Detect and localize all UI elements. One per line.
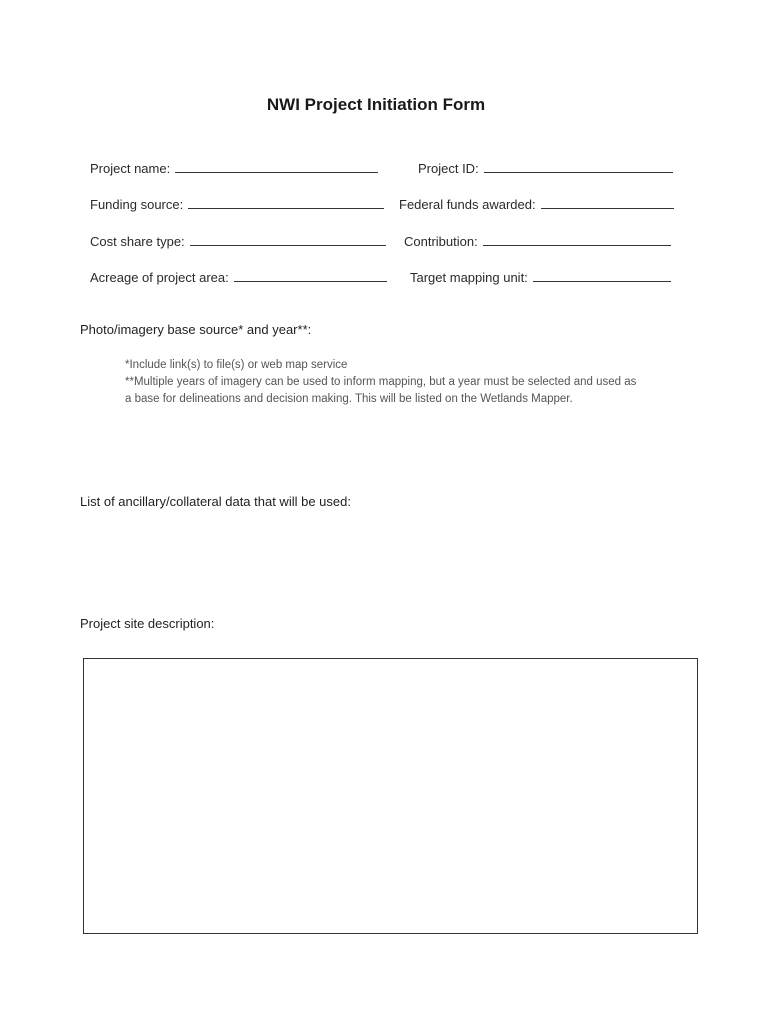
contribution-field xyxy=(404,233,671,249)
imagery-note-link: *Include link(s) to file(s) or web map service xyxy=(125,359,348,371)
imagery-note-years: **Multiple years of imagery can be used to inform mapping, but a year must be selected and used as xyxy=(125,376,637,388)
funding-source-field xyxy=(90,196,384,212)
target-mapping-unit-field xyxy=(410,269,671,285)
project-name-label: Project name: xyxy=(90,161,171,176)
federal-funds-field xyxy=(399,196,674,212)
acreage-label: Acreage of project area: xyxy=(90,270,229,285)
contribution-input[interactable] xyxy=(483,233,671,246)
acreage-field xyxy=(90,269,387,285)
cost-share-type-field xyxy=(90,233,386,249)
imagery-note-base: a base for delineations and decision making. This will be listed on the Wetlands Mapper. xyxy=(125,393,573,405)
form-title: NWI Project Initiation Form xyxy=(266,95,486,114)
cost-share-type-label: Cost share type: xyxy=(90,234,185,249)
project-id-input[interactable] xyxy=(484,160,673,173)
site-description-box[interactable] xyxy=(83,658,698,934)
acreage-input[interactable] xyxy=(234,269,387,282)
federal-funds-label: Federal funds awarded: xyxy=(399,197,536,212)
imagery-heading: Photo/imagery base source* and year**: xyxy=(80,322,312,337)
project-name-input[interactable] xyxy=(175,160,378,173)
cost-share-type-input[interactable] xyxy=(190,233,386,246)
project-id-field xyxy=(418,160,673,176)
project-name-field xyxy=(90,160,378,176)
site-description-heading: Project site description: xyxy=(80,616,215,631)
contribution-label: Contribution: xyxy=(404,234,478,249)
funding-source-input[interactable] xyxy=(188,196,384,209)
funding-source-label: Funding source: xyxy=(90,197,184,212)
project-id-label: Project ID: xyxy=(418,161,479,176)
target-mapping-unit-input[interactable] xyxy=(533,269,671,282)
federal-funds-input[interactable] xyxy=(541,196,674,209)
target-mapping-unit-label: Target mapping unit: xyxy=(410,270,528,285)
ancillary-heading: List of ancillary/collateral data that will be used: xyxy=(80,494,351,509)
